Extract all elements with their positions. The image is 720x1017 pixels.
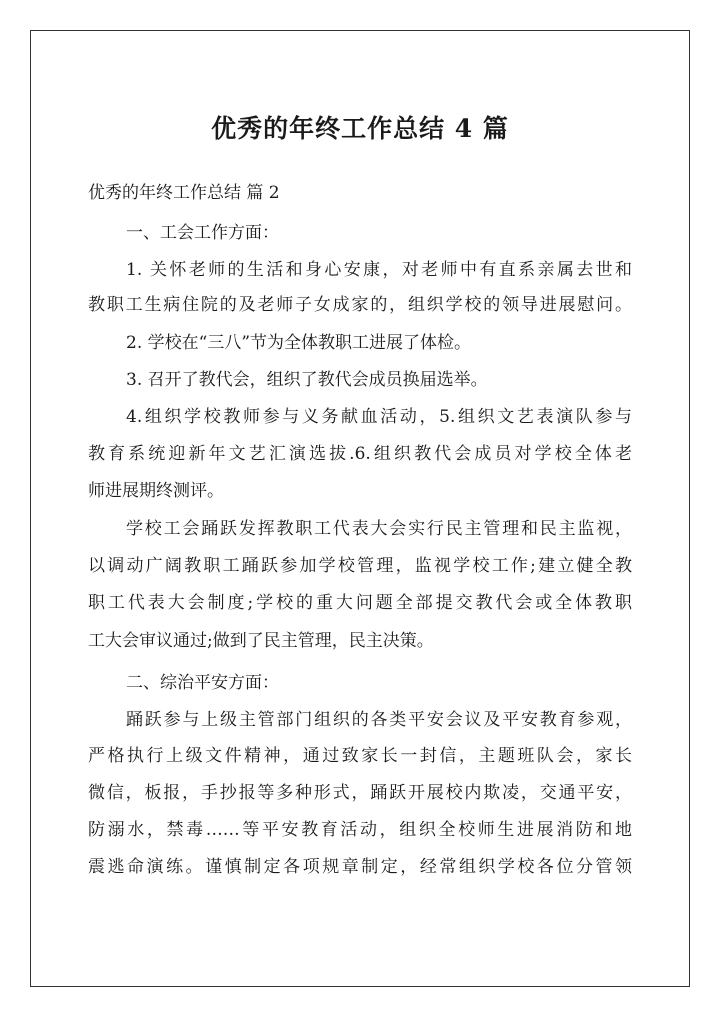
document-title: 优秀的年终工作总结 4 篇 xyxy=(211,114,509,143)
text-line: 3. 召开了教代会，组织了教代会成员换届选举。 xyxy=(126,370,488,390)
text-line: 职工代表大会制度;学校的重大问题全部提交教代会或全体教职 xyxy=(88,593,632,613)
text-line: 震逃命演练。谨慎制定各项规章制定，经常组织学校各位分管领 xyxy=(88,857,632,877)
text-line: 2. 学校在“三八”节为全体教职工进展了体检。 xyxy=(126,333,472,353)
text-line: 教职工生病住院的及老师子女成家的，组织学校的领导进展慰问。 xyxy=(88,295,632,315)
text-line: 以调动广阔教职工踊跃参加学校管理，监视学校工作;建立健全教 xyxy=(88,556,632,576)
text-line: 教育系统迎新年文艺汇演选拔.6.组织教代会成员对学校全体老 xyxy=(88,444,632,464)
text-line: 防溺水，禁毒……等平安教育活动，组织全校师生进展消防和地 xyxy=(88,820,632,840)
text-line: 学校工会踊跃发挥教职工代表大会实行民主管理和民主监视， xyxy=(126,519,632,539)
heading-union-work: 一、工会工作方面： xyxy=(126,223,279,243)
text-line: 4.组织学校教师参与义务献血活动，5.组织文艺表演队参与 xyxy=(126,407,632,427)
section-subtitle: 优秀的年终工作总结 篇 2 xyxy=(88,183,280,203)
text-line: 师进展期终测评。 xyxy=(88,481,224,501)
text-line: 严格执行上级文件精神，通过致家长一封信，主题班队会，家长 xyxy=(88,746,632,766)
heading-safety: 二、综治平安方面： xyxy=(126,673,279,693)
page-border xyxy=(30,30,690,987)
text-line: 工大会审议通过;做到了民主管理，民主决策。 xyxy=(88,631,434,651)
text-line: 1. 关怀老师的生活和身心安康，对老师中有直系亲属去世和 xyxy=(126,260,632,280)
text-line: 踊跃参与上级主管部门组织的各类平安会议及平安教育参观， xyxy=(126,710,632,730)
text-line: 微信，板报，手抄报等多种形式，踊跃开展校内欺凌，交通平安， xyxy=(88,783,632,803)
